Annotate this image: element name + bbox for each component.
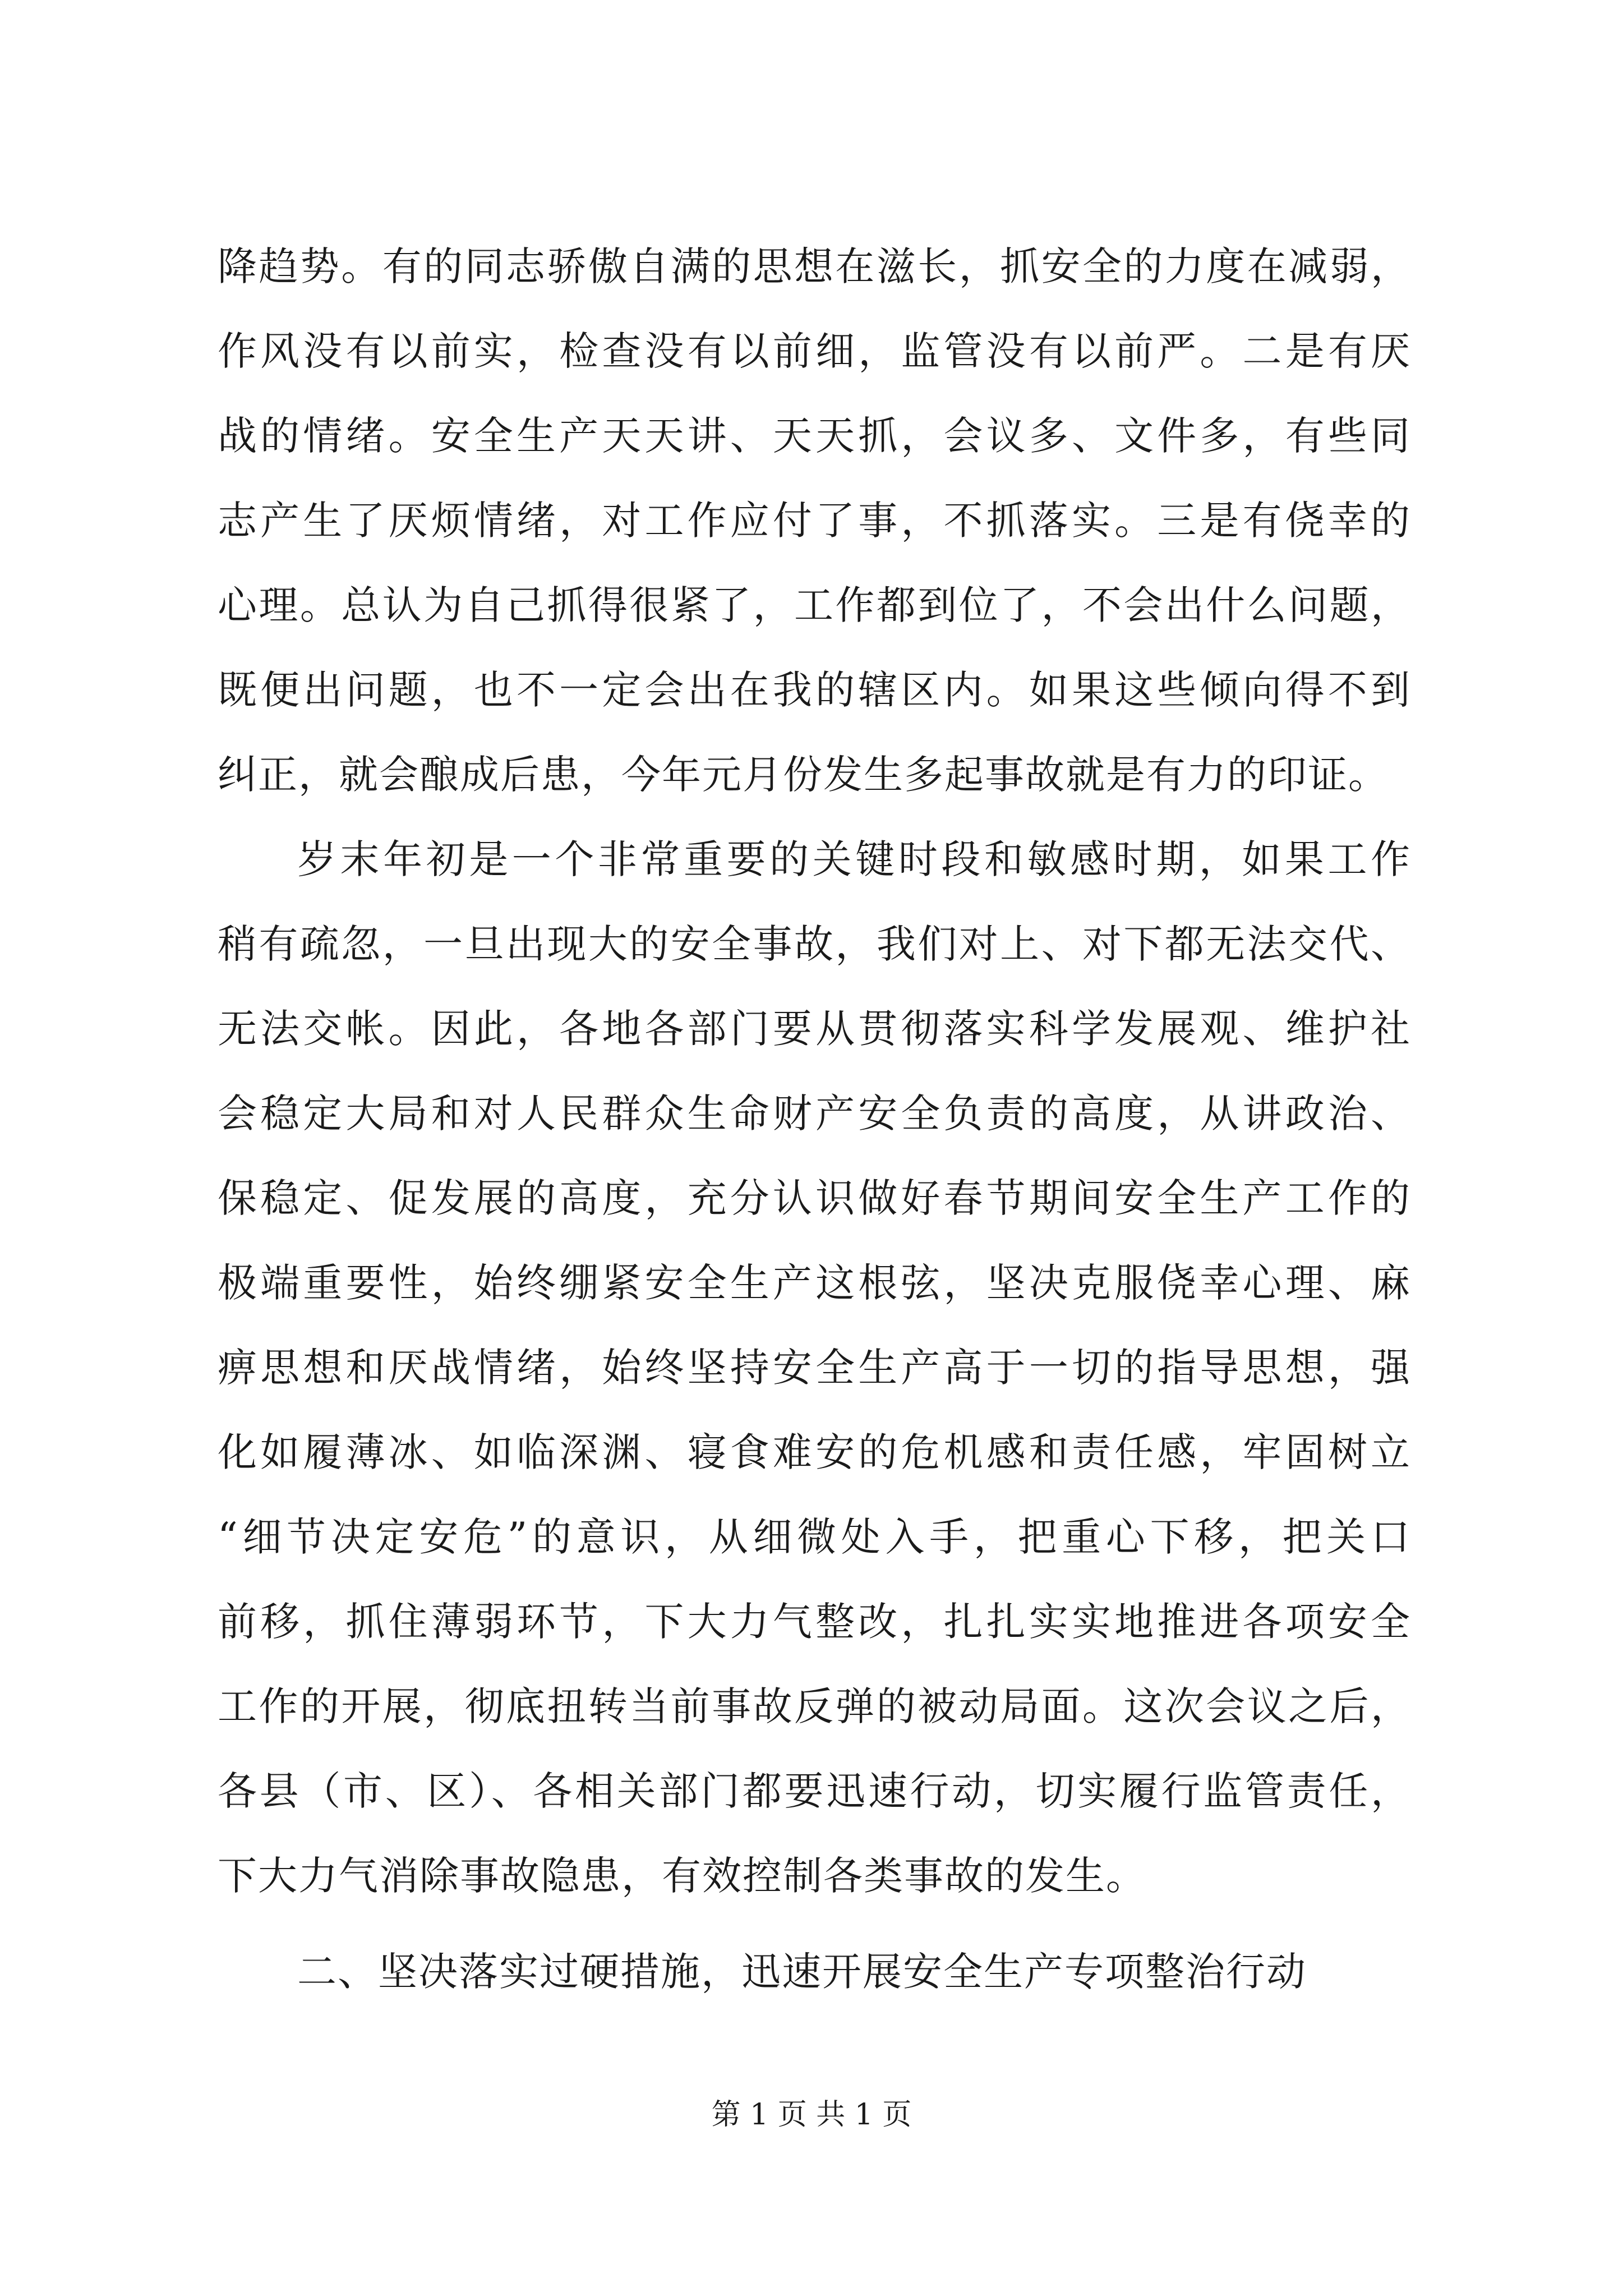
paragraph-line: 会稳定大局和对人民群众生命财产安全负责的高度，从讲政治、 bbox=[218, 1091, 1411, 1137]
paragraph-line: 无法交帐。因此，各地各部门要从贯彻落实科学发展观、维护社 bbox=[218, 1006, 1411, 1052]
paragraph-1 bbox=[218, 224, 1411, 817]
paragraph-line: 前移，抓住薄弱环节，下大力气整改，扎扎实实地推进各项安全 bbox=[218, 1599, 1411, 1645]
paragraph-line: 心理。总认为自己抓得很紧了，工作都到位了，不会出什么问题， bbox=[218, 582, 1411, 628]
paragraph-line: 岁末年初是一个非常重要的关键时段和敏感时期，如果工作 bbox=[297, 836, 1411, 882]
paragraph-line: 既便出问题，也不一定会出在我的辖区内。如果这些倾向得不到 bbox=[218, 667, 1411, 713]
paragraph-line: 保稳定、促发展的高度，充分认识做好春节期间安全生产工作的 bbox=[218, 1175, 1411, 1221]
paragraph-line: 痹思想和厌战情绪，始终坚持安全生产高于一切的指导思想，强 bbox=[218, 1345, 1411, 1391]
document-body bbox=[218, 224, 1411, 2014]
section-heading: 二、坚决落实过硬措施，迅速开展安全生产专项整治行动 bbox=[297, 1949, 1307, 1995]
paragraph-line: 战的情绪。安全生产天天讲、天天抓，会议多、文件多，有些同 bbox=[218, 413, 1411, 459]
paragraph-line: 作风没有以前实，检查没有以前细，监管没有以前严。二是有厌 bbox=[218, 328, 1411, 374]
paragraph-line: 化如履薄冰、如临深渊、寝食难安的危机感和责任感，牢固树立 bbox=[218, 1429, 1411, 1475]
paragraph-line: 稍有疏忽，一旦出现大的安全事故，我们对上、对下都无法交代、 bbox=[218, 921, 1411, 967]
paragraph-2 bbox=[218, 817, 1411, 1918]
paragraph-line: 纠正，就会酿成后患，今年元月份发生多起事故就是有力的印证。 bbox=[218, 752, 1389, 798]
paragraph-line: “细节决定安危”的意识，从细微处入手，把重心下移，把关口 bbox=[218, 1514, 1411, 1560]
paragraph-line: 降趋势。有的同志骄傲自满的思想在滋长，抓安全的力度在减弱， bbox=[218, 243, 1411, 289]
page-footer: 第 1 页 共 1 页 bbox=[711, 2098, 912, 2132]
paragraph-line: 极端重要性，始终绷紧安全生产这根弦，坚决克服侥幸心理、麻 bbox=[218, 1260, 1411, 1306]
paragraph-line: 工作的开展，彻底扭转当前事故反弹的被动局面。这次会议之后， bbox=[218, 1683, 1411, 1729]
paragraph-line: 下大力气消除事故隐患，有效控制各类事故的发生。 bbox=[218, 1853, 1146, 1899]
paragraph-line: 志产生了厌烦情绪，对工作应付了事，不抓落实。三是有侥幸的 bbox=[218, 498, 1411, 544]
paragraph-line: 各县（市、区）、各相关部门都要迅速行动，切实履行监管责任， bbox=[218, 1768, 1411, 1814]
